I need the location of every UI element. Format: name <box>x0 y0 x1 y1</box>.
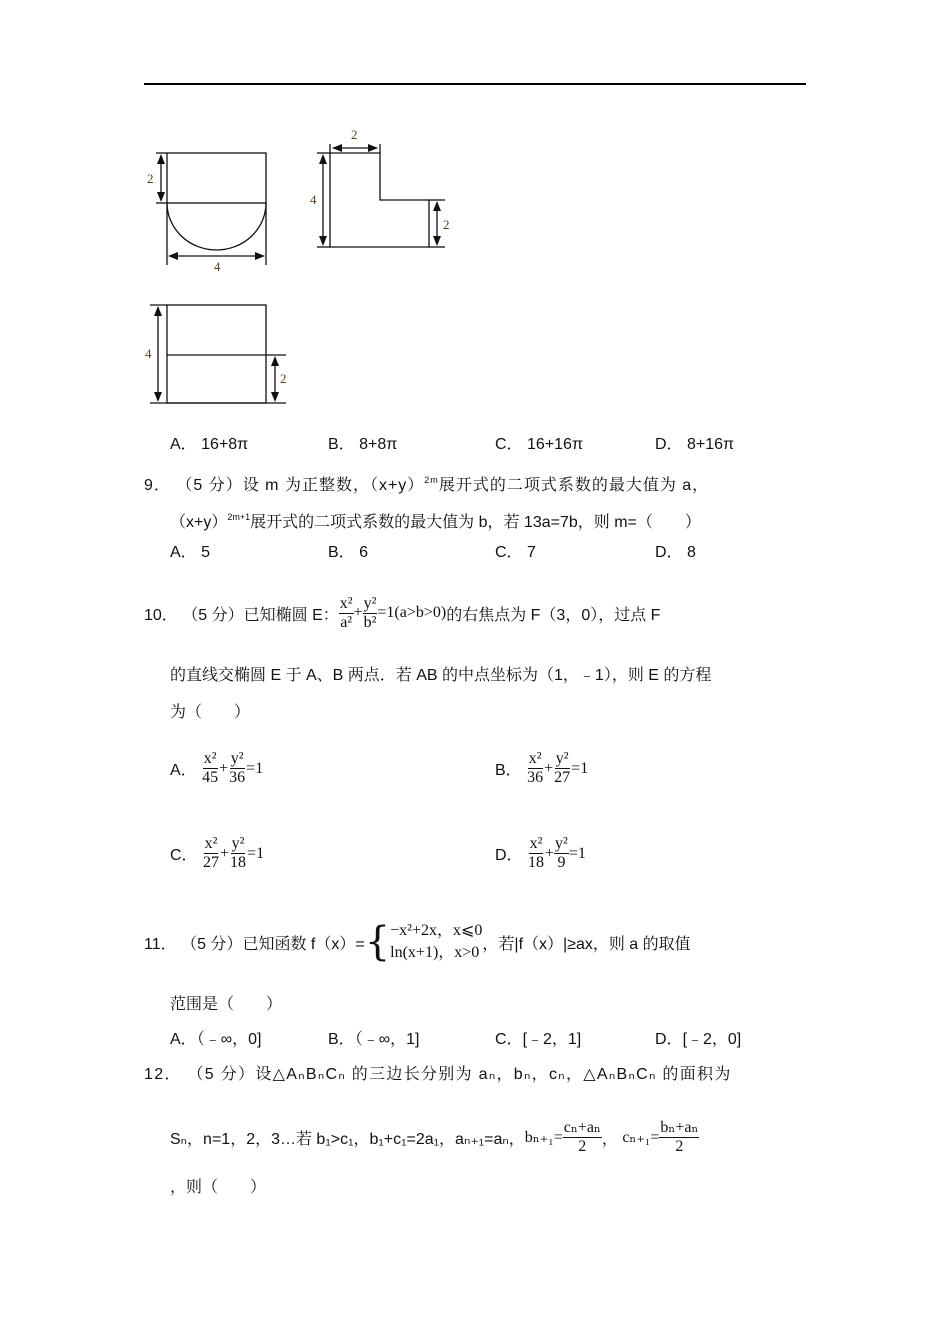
q9-option-a[interactable]: A． 5 <box>170 544 211 561</box>
q11-option-a[interactable]: A．（﹣∞，0] <box>170 1031 262 1048</box>
q11-line1: 11． （5 分） 已知函数 f（x）= { −x²+2x，x⩽0 ln(x+1)，x>0 ，若|f（x）|≥ax，则 a 的取值 <box>144 919 691 965</box>
svg-text:2: 2 <box>147 171 154 186</box>
q9-option-b[interactable]: B． 6 <box>328 544 369 561</box>
q9-option-c[interactable]: C． 7 <box>495 544 536 561</box>
q12-number: 12． <box>144 1066 182 1083</box>
q8-option-a[interactable]: A． 16+8π <box>170 436 249 453</box>
q12-fraction-b: $\frac{\text{cₙ+aₙ}}{2}$ <box>563 1118 601 1155</box>
q12-score: （5 分） <box>187 1066 256 1083</box>
q9-score: （5 分） <box>176 477 243 494</box>
q8-option-b[interactable]: B． 8+8π <box>328 436 398 453</box>
svg-text:2: 2 <box>351 127 358 142</box>
q11-piecewise: −x²+2x，x⩽0 ln(x+1)，x>0 <box>390 922 483 961</box>
q10-score: （5 分） <box>182 606 244 624</box>
three-view-top-figure <box>140 295 300 415</box>
q8-option-d[interactable]: D． 8+16π <box>655 436 735 453</box>
q10-option-c[interactable]: C． $\frac{\text{x²}}{27}$ + $\frac{\text{y²}}{18}$ =1 <box>170 835 265 871</box>
q11-score: （5 分） <box>181 935 243 953</box>
q11-line2: 范围是（ ） <box>170 996 283 1013</box>
q8-option-c[interactable]: C． 16+16π <box>495 436 583 453</box>
three-view-front-figure <box>140 140 280 280</box>
q10-fraction-x: $\frac{\text{x²}}{\text{a²}}$ <box>339 594 353 631</box>
q11-option-d[interactable]: D．[﹣2，0] <box>655 1031 742 1048</box>
three-view-side-figure <box>305 118 465 258</box>
svg-text:2: 2 <box>443 217 450 232</box>
svg-text:4: 4 <box>310 192 317 207</box>
header-rule <box>144 83 806 85</box>
q11-number: 11． <box>144 935 177 953</box>
svg-text:4: 4 <box>145 346 152 361</box>
q11-option-b[interactable]: B．（﹣∞，1] <box>328 1031 420 1048</box>
q12-line1: 12． （5 分）设△AₙBₙCₙ 的三边长分别为 aₙ，bₙ，cₙ，△AₙBₙCₙ 的面积为 <box>144 1066 732 1083</box>
q10-option-b[interactable]: B． $\frac{\text{x²}}{36}$ + $\frac{\text{y²}}{27}$ =1 <box>495 750 589 786</box>
q10-line2: 的直线交椭圆 E 于 A、B 两点．若 AB 的中点坐标为（1，﹣1），则 E 的方程 <box>170 667 712 684</box>
q12-fraction-c: $\frac{\text{bₙ+aₙ}}{2}$ <box>660 1118 699 1155</box>
q12-line2: Sₙ，n=1，2，3…若 b₁>c₁，b₁+c₁=2a₁，aₙ₊₁=aₙ， bₙ₊₁= $\frac{\text{cₙ+aₙ}}{2}$ ， cₙ₊₁= $\frac{\text{bₙ+aₙ}}{2}$ <box>170 1118 699 1155</box>
q10-option-d[interactable]: D． $\frac{\text{x²}}{18}$ + $\frac{\text{y²}}{9}$ =1 <box>495 835 586 871</box>
q9-line2: $(x+y)^{2m+1}$展开式的二项式系数的最大值为 b，若 13a=7b，则 m=（ ） <box>170 512 701 531</box>
q10-option-a[interactable]: A． $\frac{\text{x²}}{45}$ + $\frac{\text{y²}}{36}$ =1 <box>170 750 264 786</box>
q10-line3: 为（ ） <box>170 704 251 721</box>
q9-line1: 9． （5 分）设 m 为正整数，$(x+y)^{2m}$展开式的二项式系数的最大值为 a， <box>144 475 710 494</box>
q10-fraction-y: $\frac{\text{y²}}{\text{b²}}$ <box>363 594 377 631</box>
q10-number: 10． <box>144 606 178 624</box>
q11-option-c[interactable]: C．[﹣2，1] <box>495 1031 582 1048</box>
q12-line3: ，则（ ） <box>170 1179 267 1196</box>
svg-text:4: 4 <box>214 259 221 274</box>
q9-number: 9． <box>144 477 171 494</box>
left-brace-icon: { <box>364 919 391 965</box>
q10-line1: 10． （5 分） 已知椭圆 E： $\frac{\text{x²}}{\text{a²}}$ + $\frac{\text{y²}}{\text{b²}}$ =1(a>b>0) 的右焦点为 F（3，0），过点 F <box>144 594 661 631</box>
q9-option-d[interactable]: D． 8 <box>655 544 696 561</box>
svg-text:2: 2 <box>280 371 287 386</box>
